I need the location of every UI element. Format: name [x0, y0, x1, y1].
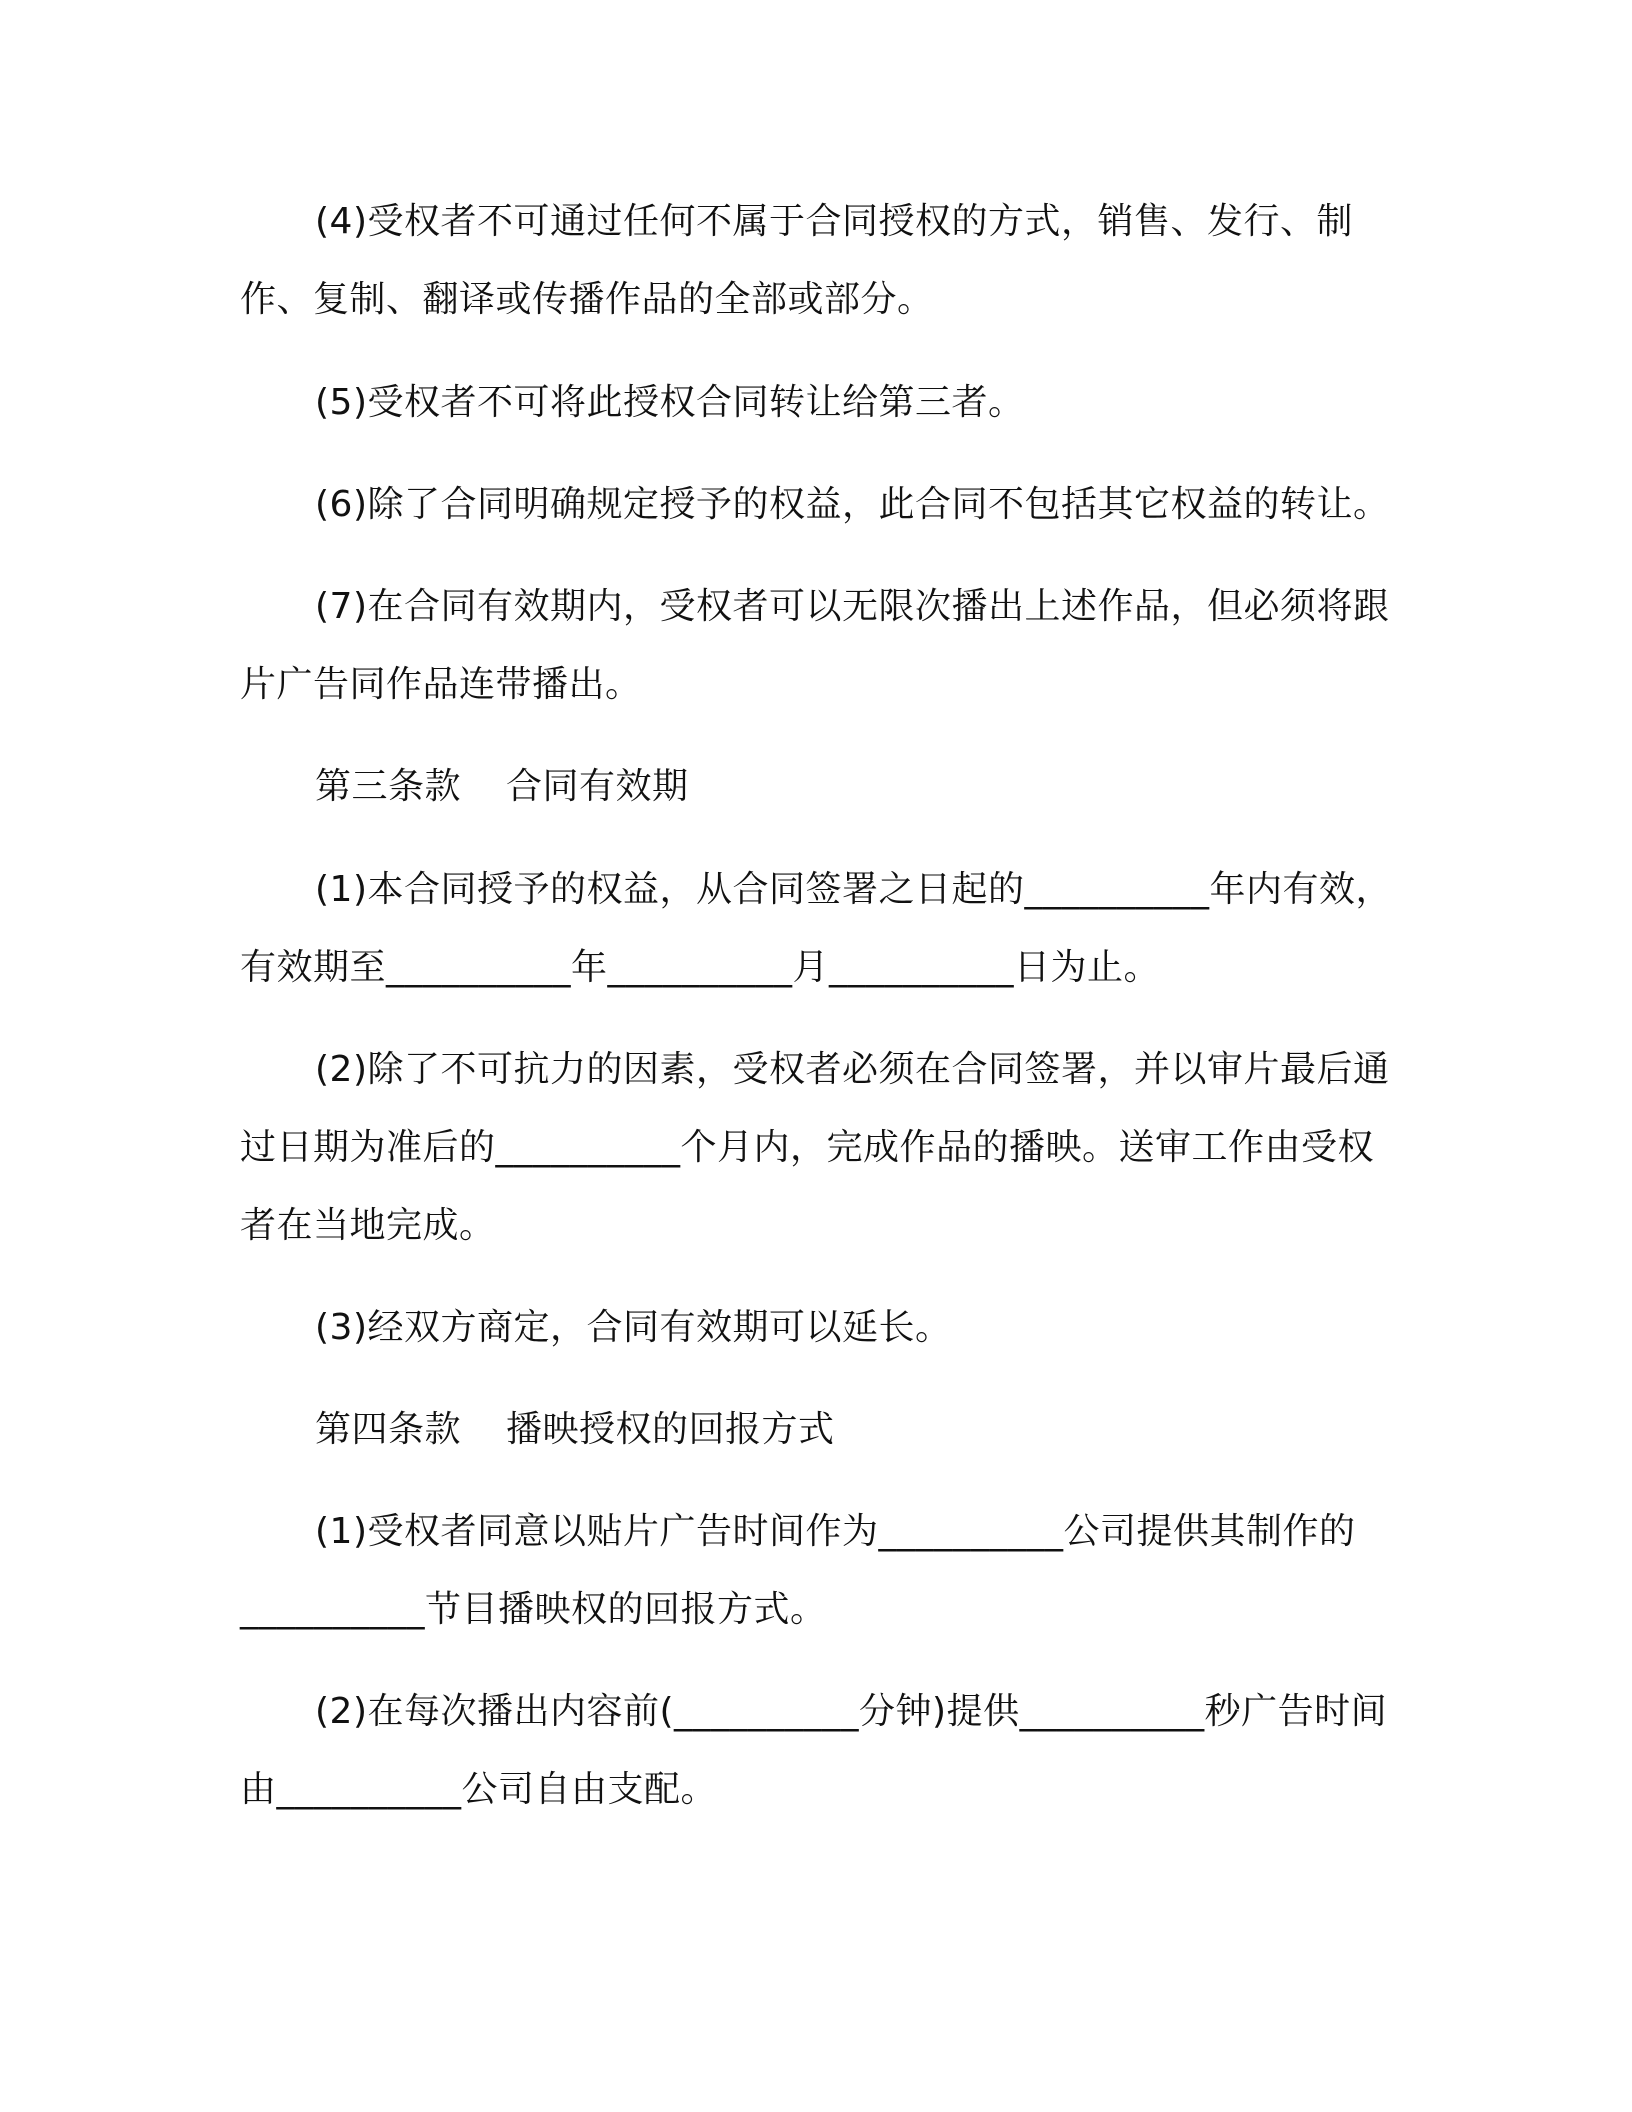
- clause-4-heading: [240, 1391, 1410, 1469]
- clause-2-item-7: (7)在合同有效期内，受权者可以无限次播出上述作品，但必须将跟片广告同作品连带播出。: [240, 586, 1390, 705]
- clause-4-number: 第四条款: [315, 1409, 462, 1450]
- clause-3-title: 合同有效期: [506, 766, 689, 807]
- clause-3-item-1: (1)本合同授予的权益，从合同签署之日起的__________年内有效，有效期至__________年__________月__________日为止。: [240, 869, 1392, 988]
- clause-2-item-5: (5)受权者不可将此授权合同转让给第三者。: [315, 382, 1025, 423]
- clause-3-item-2: (2)除了不可抗力的因素，受权者必须在合同签署，并以审片最后通过日期为准后的__________个月内，完成作品的播映。送审工作由受权者在当地完成。: [240, 1049, 1390, 1246]
- clause-2-item-6: (6)除了合同明确规定授予的权益，此合同不包括其它权益的转让。: [315, 484, 1390, 525]
- clause-4-item-1: (1)受权者同意以贴片广告时间作为__________公司提供其制作的__________节目播映权的回报方式。: [240, 1511, 1356, 1630]
- clause-2-item-4: (4)受权者不可通过任何不属于合同授权的方式，销售、发行、制作、复制、翻译或传播作品的全部或部分。: [240, 201, 1353, 320]
- clause-3-item-3: (3)经双方商定，合同有效期可以延长。: [315, 1307, 952, 1348]
- clause-4-title: 播映授权的回报方式: [506, 1409, 835, 1450]
- clause-3-heading: [240, 748, 1410, 826]
- clause-3-number: 第三条款: [315, 766, 462, 807]
- clause-4-item-2: (2)在每次播出内容前(__________分钟)提供__________秒广告时间由__________公司自由支配。: [240, 1691, 1388, 1810]
